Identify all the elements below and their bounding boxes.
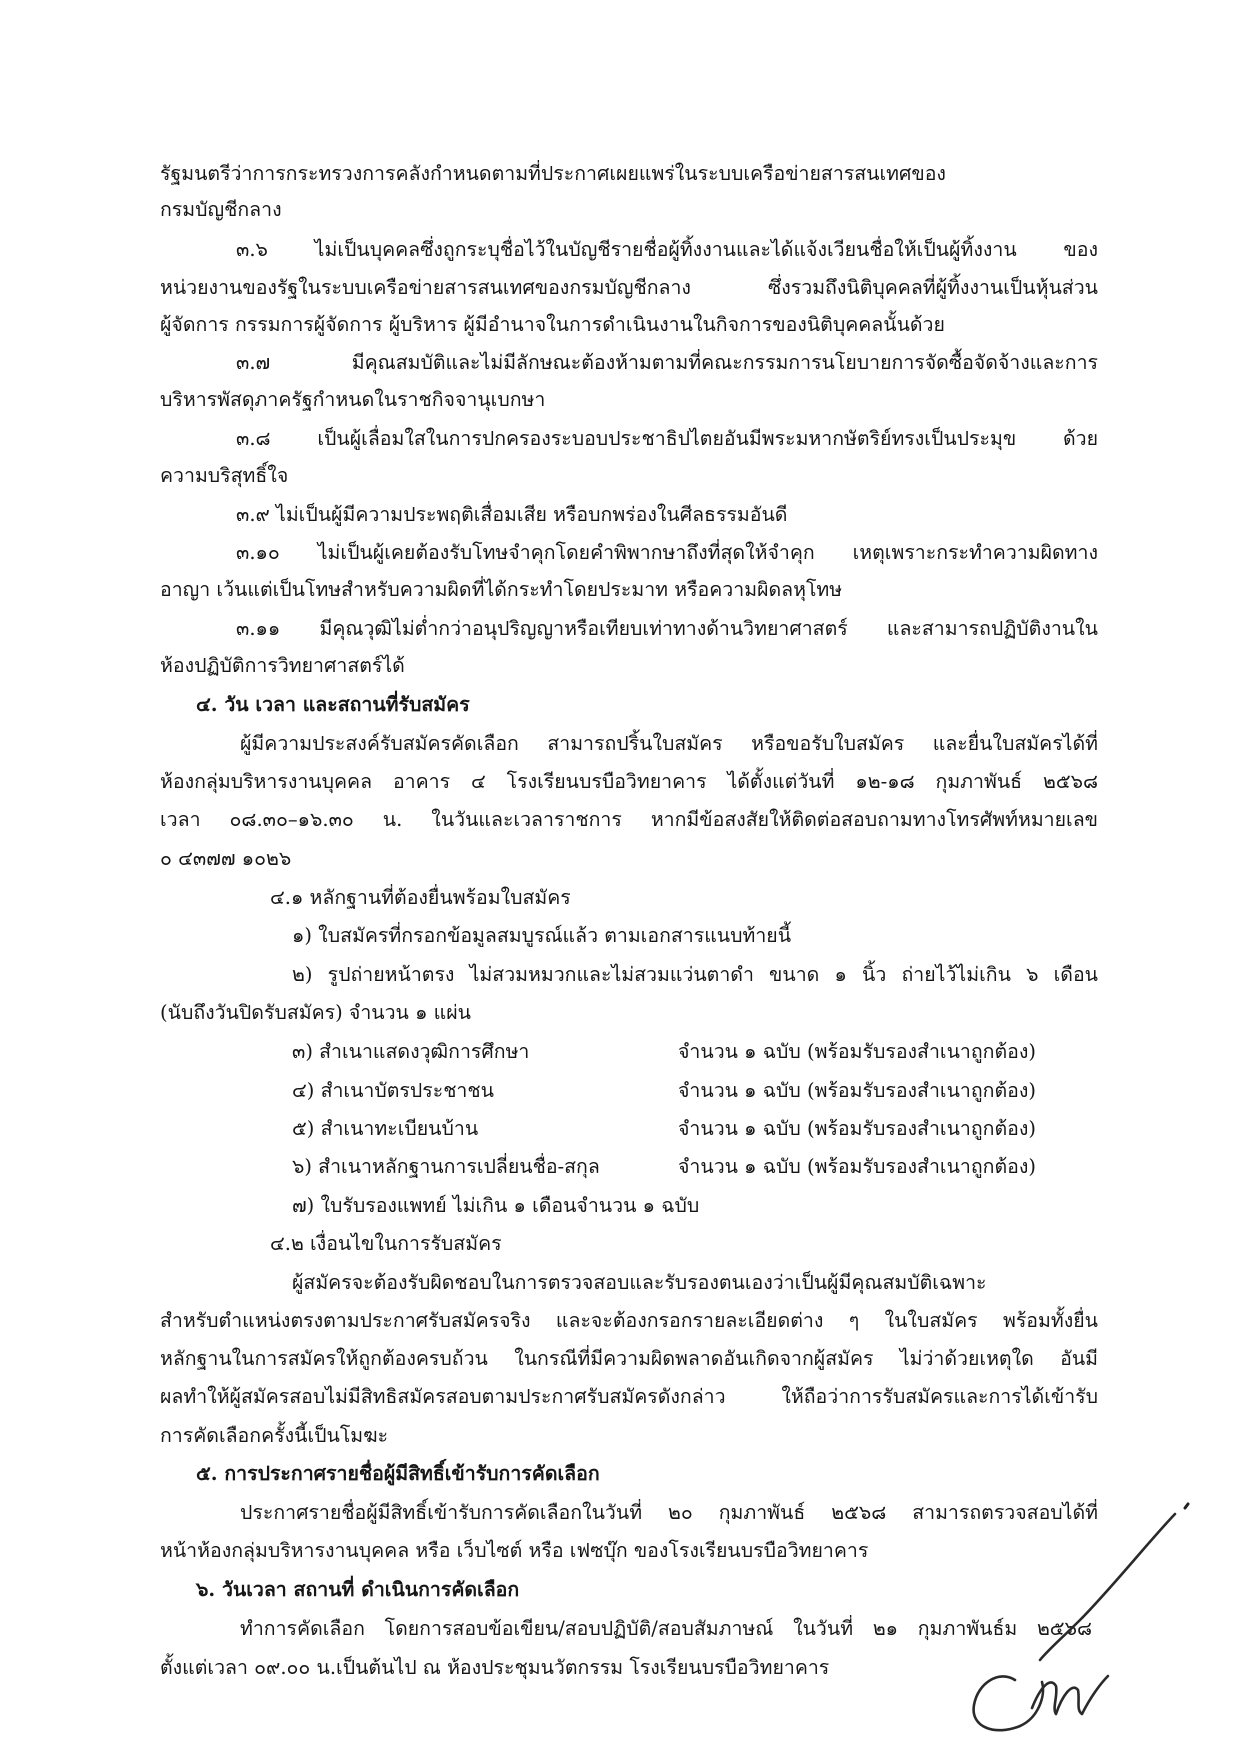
text-line: ทำการคัดเลือก โดยการสอบข้อเขียน/สอบปฏิบัติ/สอบสัมภาษณ์ ในวันที่ ๒๑ กุมภาพันธ์ม ๒๕๖๘ (240, 1617, 1092, 1640)
text-line: ๓.๖ ไม่เป็นบุคคลซึ่งถูกระบุชื่อไว้ในบัญชีรายชื่อผู้ทิ้งงานและได้แจ้งเวียนชื่อให้เป็นผู้ทิ้งงาน ของ (236, 238, 1098, 261)
text-line: ๓.๗ มีคุณสมบัติและไม่มีลักษณะต้องห้ามตามที่คณะกรรมการนโยบายการจัดซื้อจัดจ้างและการ (236, 351, 1098, 374)
text-line: ๓.๑๑ มีคุณวุฒิไม่ต่ำกว่าอนุปริญญาหรือเทียบเท่าทางด้านวิทยาศาสตร์ และสามารถปฏิบัติงานใน (236, 617, 1098, 640)
doc-item: ๔) สำเนาบัตรประชาชน (292, 1079, 494, 1102)
doc-note: จำนวน ๑ ฉบับ (พร้อมรับรองสำเนาถูกต้อง) (678, 1040, 1036, 1063)
text-line: ผู้สมัครจะต้องรับผิดชอบในการตรวจสอบและรับรองตนเองว่าเป็นผู้มีคุณสมบัติเฉพาะ (292, 1271, 987, 1294)
text-line: รัฐมนตรีว่าการกระทรวงการคลังกำหนดตามที่ประกาศเผยแพร่ในระบบเครือข่ายสารสนเทศของ (160, 162, 946, 185)
text-line: หน่วยงานของรัฐในระบบเครือข่ายสารสนเทศของกรมบัญชีกลาง ซึ่งรวมถึงนิติบุคคลที่ผู้ทิ้งงานเป็นหุ้นส่วน (160, 276, 1098, 299)
doc-note: จำนวน ๑ ฉบับ (พร้อมรับรองสำเนาถูกต้อง) (678, 1155, 1036, 1178)
text-line: ๗) ใบรับรองแพทย์ ไม่เกิน ๑ เดือนจำนวน ๑ ฉบับ (292, 1194, 700, 1217)
text-line: ความบริสุทธิ์ใจ (160, 464, 289, 487)
text-line: อาญา เว้นแต่เป็นโทษสำหรับความผิดที่ได้กระทำโดยประมาท หรือความผิดลหุโทษ (160, 578, 843, 601)
text-line: กรมบัญชีกลาง (160, 198, 282, 221)
text-line: สำหรับตำแหน่งตรงตามประกาศรับสมัครจริง และจะต้องกรอกรายละเอียดต่าง ๆ ในใบสมัคร พร้อมทั้งยื่น (160, 1309, 1098, 1332)
text-line: บริหารพัสดุภาครัฐกำหนดในราชกิจจานุเบกษา (160, 388, 546, 411)
text-line: เวลา ๐๘.๓๐–๑๖.๓๐ น. ในวันและเวลาราชการ หากมีข้อสงสัยให้ติดต่อสอบถามทางโทรศัพท์หมายเลข (160, 808, 1098, 831)
text-line: ผลทำให้ผู้สมัครสอบไม่มีสิทธิสมัครสอบตามประกาศรับสมัครดังกล่าว ให้ถือว่าการรับสมัครและการได้เข้ารับ (160, 1385, 1098, 1408)
text-line: ๓.๙ ไม่เป็นผู้มีความประพฤติเสื่อมเสีย หรือบกพร่องในศีลธรรมอันดี (236, 503, 788, 526)
text-line: ๓.๑๐ ไม่เป็นผู้เคยต้องรับโทษจำคุกโดยคำพิพากษาถึงที่สุดให้จำคุก เหตุเพราะกระทำความผิดทาง (236, 541, 1098, 564)
text-line: ๐ ๔๓๗๗ ๑๐๒๖ (160, 847, 292, 870)
text-line: การคัดเลือกครั้งนี้เป็นโมฆะ (160, 1424, 389, 1447)
text-line: หลักฐานในการสมัครให้ถูกต้องครบถ้วน ในกรณีที่มีความผิดพลาดอันเกิดจากผู้สมัคร ไม่ว่าด้วยเหตุใด อันมี (160, 1347, 1098, 1370)
doc-item: ๕) สำเนาทะเบียนบ้าน (292, 1117, 479, 1140)
section-heading: ๖. วันเวลา สถานที่ ดำเนินการคัดเลือก (196, 1578, 520, 1601)
text-line: หน้าห้องกลุ่มบริหารงานบุคคล หรือ เว็บไซต์ หรือ เฟซบุ๊ก ของโรงเรียนบรบือวิทยาคาร (160, 1539, 869, 1562)
doc-item: ๖) สำเนาหลักฐานการเปลี่ยนชื่อ-สกุล (292, 1155, 600, 1178)
signature-mark (960, 1500, 1210, 1740)
doc-note: จำนวน ๑ ฉบับ (พร้อมรับรองสำเนาถูกต้อง) (678, 1117, 1036, 1140)
section-heading: ๔. วัน เวลา และสถานที่รับสมัคร (196, 693, 470, 716)
text-line: ผู้มีความประสงค์รับสมัครคัดเลือก สามารถปริ้นใบสมัคร หรือขอรับใบสมัคร และยื่นใบสมัครได้ที่ (240, 732, 1098, 755)
text-line: (นับถึงวันปิดรับสมัคร) จำนวน ๑ แผ่น (160, 1001, 471, 1024)
text-line: ห้องกลุ่มบริหารงานบุคคล อาคาร ๔ โรงเรียนบรบือวิทยาคาร ได้ตั้งแต่วันที่ ๑๒-๑๘ กุมภาพันธ์ ๒๕๖๘ (160, 770, 1098, 793)
subsection-heading: ๔.๑ หลักฐานที่ต้องยื่นพร้อมใบสมัคร (270, 886, 571, 909)
text-line: ๓.๘ เป็นผู้เลื่อมใสในการปกครองระบอบประชาธิปไตยอันมีพระมหากษัตริย์ทรงเป็นประมุข ด้วย (236, 427, 1098, 450)
text-line: ประกาศรายชื่อผู้มีสิทธิ์เข้ารับการคัดเลือกในวันที่ ๒๐ กุมภาพันธ์ ๒๕๖๘ สามารถตรวจสอบได้ที่ (240, 1501, 1098, 1524)
text-line: ๒) รูปถ่ายหน้าตรง ไม่สวมหมวกและไม่สวมแว่นตาดำ ขนาด ๑ นิ้ว ถ่ายไว้ไม่เกิน ๖ เดือน (292, 963, 1098, 986)
text-line: ตั้งแต่เวลา ๐๙.๐๐ น.เป็นต้นไป ณ ห้องประชุมนวัตกรรม โรงเรียนบรบือวิทยาคาร (160, 1656, 830, 1679)
subsection-heading: ๔.๒ เงื่อนไขในการรับสมัคร (270, 1232, 502, 1255)
text-line: ผู้จัดการ กรรมการผู้จัดการ ผู้บริหาร ผู้มีอำนาจในการดำเนินงานในกิจการของนิติบุคคลนั้นด้วย (160, 313, 945, 336)
text-line: ๑) ใบสมัครที่กรอกข้อมูลสมบูรณ์แล้ว ตามเอกสารแนบท้ายนี้ (292, 924, 792, 947)
section-heading: ๕. การประกาศรายชื่อผู้มีสิทธิ์เข้ารับการคัดเลือก (196, 1462, 600, 1485)
doc-note: จำนวน ๑ ฉบับ (พร้อมรับรองสำเนาถูกต้อง) (678, 1079, 1036, 1102)
doc-item: ๓) สำเนาแสดงวุฒิการศึกษา (292, 1040, 530, 1063)
text-line: ห้องปฏิบัติการวิทยาศาสตร์ได้ (160, 654, 405, 677)
